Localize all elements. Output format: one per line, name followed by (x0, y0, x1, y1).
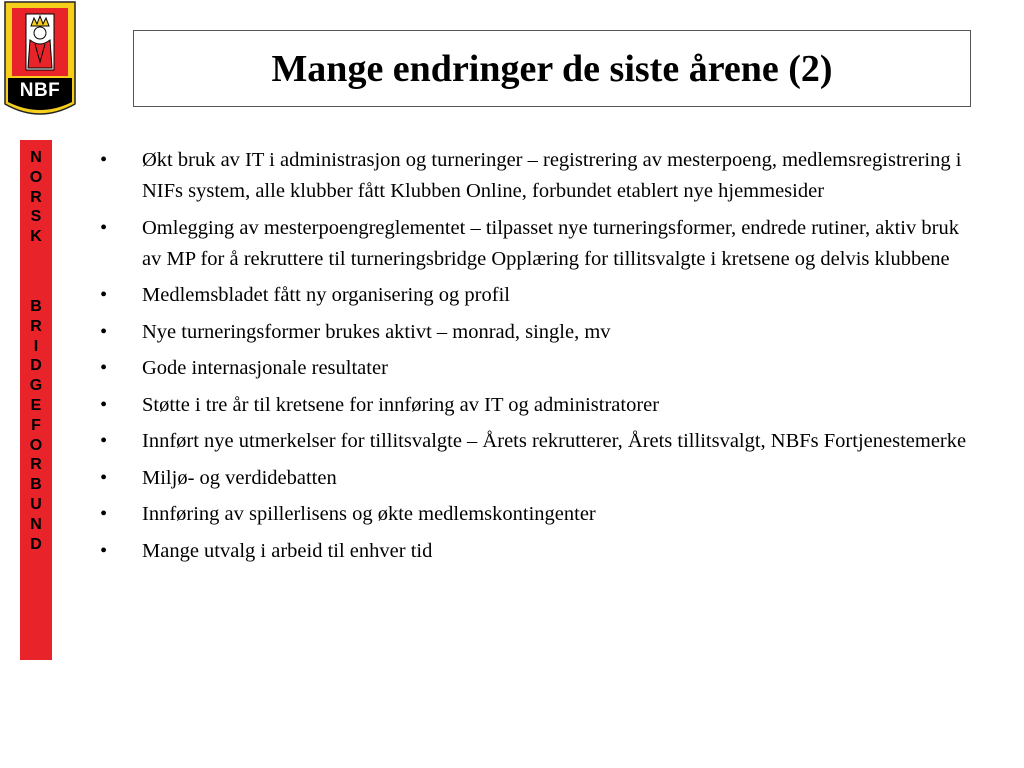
bullet-marker: • (100, 284, 108, 306)
side-banner-letter: U (30, 495, 42, 513)
bullet-marker: • (100, 216, 108, 239)
side-banner-letter: D (30, 357, 42, 375)
side-banner (20, 140, 52, 660)
bullet-marker: • (100, 430, 108, 452)
side-banner-word-bridgeforbund (20, 297, 52, 554)
side-banner-letter: S (30, 208, 42, 226)
bullet-item (96, 536, 976, 567)
bullet-marker: • (100, 357, 108, 379)
bullet-item (96, 317, 976, 348)
slide-title: Mange endringer de siste årene (2) (271, 47, 833, 90)
side-banner-letter: R (30, 188, 42, 206)
bullet-text: Mange utvalg i arbeid til enhver tid (142, 539, 433, 562)
bullet-text: Miljø- og verdidebatten (142, 466, 337, 489)
bullet-marker: • (100, 320, 108, 343)
bullet-text: Innført nye utmerkelser for tillitsvalgte – Årets rekrutterer, Årets tillitsvalgt, NBFs Fortjenestemerke (142, 430, 967, 452)
side-banner-letter: R (30, 317, 42, 335)
bullet-item (96, 280, 976, 311)
side-banner-letter: O (29, 436, 43, 454)
bullet-list (96, 145, 976, 572)
side-banner-letter: B (30, 476, 42, 494)
side-banner-letter: G (29, 377, 43, 395)
side-banner-letter: K (30, 228, 42, 246)
side-banner-letter: F (31, 416, 41, 434)
title-box (133, 30, 971, 107)
side-banner-letter: B (30, 298, 42, 315)
bullet-item (96, 213, 976, 275)
bullet-text: Økt bruk av IT i administrasjon og turneringer – registrering av mesterpoeng, medlemsregistrering i NIFs system, alle klubber fått Klubben Online, forbundet etablert nye hjemmesider (142, 149, 962, 202)
side-banner-letter: D (30, 535, 42, 553)
side-banner-letter: N (30, 515, 42, 533)
bullet-item (96, 390, 976, 421)
bullet-item (96, 499, 976, 530)
bullet-text: Omlegging av mesterpoengreglementet – tilpasset nye turneringsformer, endrede rutiner, aktiv bruk av MP for å rekruttere til turneringsbridge Opplæring for tillitsvalgte i kretsene og delvis klubbene (142, 216, 959, 270)
side-banner-letter: R (30, 456, 42, 474)
bullet-marker: • (100, 466, 108, 489)
bullet-text: Innføring av spillerlisens og økte medlemskontingenter (142, 503, 596, 525)
bullet-item (96, 145, 976, 207)
bullet-text: Medlemsbladet fått ny organisering og profil (142, 284, 510, 306)
bullet-text: Nye turneringsformer brukes aktivt – monrad, single, mv (142, 320, 611, 343)
side-banner-letter: O (29, 168, 43, 186)
side-banner-word-norsk (20, 148, 52, 247)
bullet-text: Støtte i tre år til kretsene for innføring av IT og administratorer (142, 393, 660, 416)
nbf-logo-emblem-icon (0, 0, 80, 120)
bullet-text: Gode internasjonale resultater (142, 357, 388, 379)
bullet-item (96, 353, 976, 384)
bullet-item (96, 426, 976, 457)
nbf-logo (0, 0, 80, 120)
bullet-marker: • (100, 503, 108, 525)
bullet-marker: • (100, 393, 108, 416)
bullet-item (96, 463, 976, 494)
side-banner-letter: E (30, 396, 42, 414)
bullet-marker: • (100, 149, 108, 171)
bullet-marker: • (100, 539, 108, 562)
side-banner-letter: N (30, 149, 42, 166)
logo-text: NBF (19, 80, 61, 101)
side-banner-letter: I (33, 337, 39, 355)
